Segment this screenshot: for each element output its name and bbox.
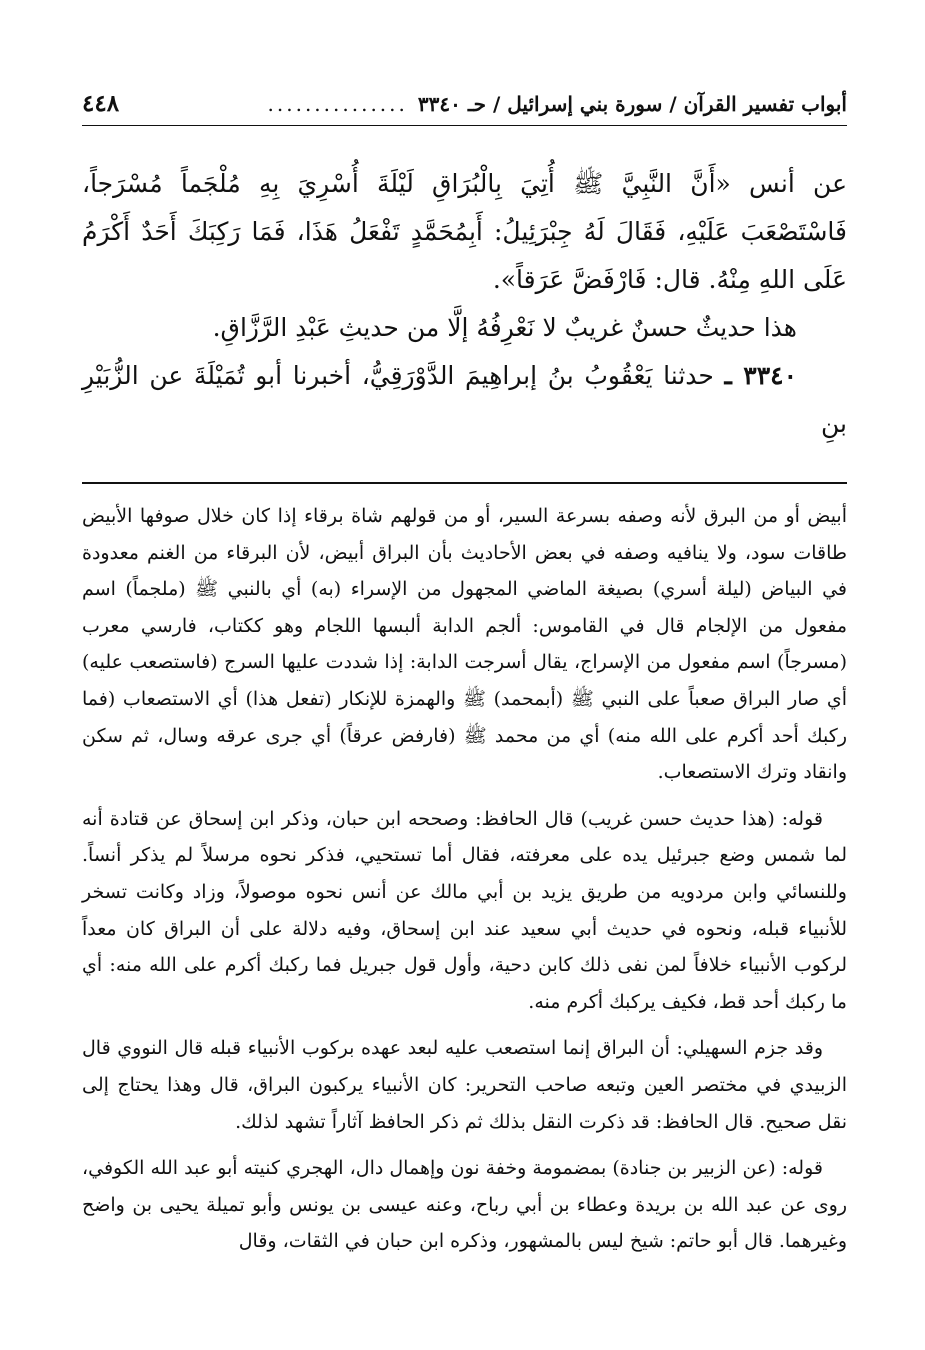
header-dots: ............... <box>267 92 408 116</box>
page-number: ٤٤٨ <box>82 90 120 117</box>
commentary-paragraph-3: وقد جزم السهيلي: أن البراق إنما استصعب عليه لبعد عهده بركوب الأنبياء قبله قال النووي قال الزبيدي في مختصر العين وتبعه صاحب التحرير: كان الأنبياء يركبون البراق، قال وهذا يحتاج إلى نقل صحيح. قال الحافظ: قد ذكرت النقل بذلك ثم ذكر الحافظ آثاراً تشهد لذلك. <box>82 1037 847 1133</box>
header-title-group <box>268 92 847 116</box>
hadith-text <box>82 160 847 448</box>
footnote-divider <box>82 482 847 484</box>
running-header <box>82 90 847 126</box>
commentary-paragraph-4: قوله: (عن الزبير بن جنادة) بمضمومة وخفة نون وإهمال دال، الهجري كنيته أبو عبد الله الكوفي، روى عن عبد الله بن بريدة وعطاء بن أبي رباح، وعنه عيسى بن يونس وأبو تميلة يحيى بن واضح وغيرهما. قال أبو حاتم: شيخ ليس بالمشهور، وذكره ابن حبان في الثقات، وقال <box>82 1157 847 1253</box>
next-hadith <box>82 352 847 448</box>
commentary-paragraph-1: أبيض أو من البرق لأنه وصفه بسرعة السير، أو من قولهم شاة برقاء إذا كان خلال صوفها الأبيض طاقات سود، ولا ينافيه وصفه في بعض الأحاديث بأن البراق أبيض، لأن البرقاء من الغنم معدودة في البياض (ليلة أسري) بصيغة الماضي المجهول من الإسراء (به) أي بالنبي ﷺ (ملجماً) اسم مفعول من الإلجام قال في القاموس: ألجم الدابة ألبسها اللجام وهو ككتاب، فارسي معرب (مسرجاً) اسم مفعول من الإسراج، يقال أسرجت الدابة: إذا شددت عليها السرج (فاستصعب عليه) أي صار البراق صعباً على النبي ﷺ (أبمحمد) ﷺ والهمزة للإنكار (تفعل هذا) أي الاستصعاب (فما ركبك أحد أكرم على الله منه) أي من محمد ﷺ (فارفض عرقاً) أي جرى عرقه وسال، ثم سكن وانقاد وترك الاستصعاب. <box>82 505 848 784</box>
commentary <box>82 498 847 1260</box>
commentary-paragraph-2: قوله: (هذا حديث حسن غريب) قال الحافظ: وصححه ابن حبان، وذكر ابن إسحاق عن قتادة أنه لما شمس وضع جبرئيل يده على معرفته، فقال أما تستحيي، فذكر نحوه مرسلاً لم يذكر أنساً. وللنسائي وابن مردويه من طريق يزيد بن أبي مالك عن أنس نحوه موصولاً، وزاد وكانت تسخر للأنبياء قبله، ونحوه في حديث أبي سعيد عند ابن إسحاق، وفيه دلالة على أن البراق كان معداً لركوب الأنبياء خلافاً لمن نفى ذلك كابن دحية، وأول قول جبريل فما ركبك أكرم على الله منه: أي ما ركبك أحد قط، فكيف يركبك أكرم منه. <box>82 807 847 1013</box>
hadith-matn: عن أنس «أَنَّ النَّبِيَّ ﷺ أُتِيَ بِالْبُرَاقِ لَيْلَةَ أُسْرِيَ بِهِ مُلْجَماً مُسْرَجاً، فَاسْتَصْعَبَ عَلَيْهِ، فَقَالَ لَهُ جِبْرَئِيلُ: أَبِمُحَمَّدٍ تَفْعَلُ هَذَا، فَمَا رَكِبَكَ أَحَدٌ أَكْرَمُ عَلَى اللهِ مِنْهُ. قال: فَارْفَضَّ عَرَقاً». <box>82 169 847 294</box>
header-title: أبواب تفسير القرآن / سورة بني إسرائيل / حـ ٣٣٤٠ <box>417 92 847 116</box>
hadith-number: ٣٣٤٠ ـ <box>724 361 797 390</box>
hadith-grading: هذا حديثٌ حسنٌ غريبٌ لا نَعْرِفُهُ إلَّا من حديثِ عَبْدِ الرَّزَّاقِ. <box>212 313 797 342</box>
hadith-isnad: حدثنا يَعْقُوبُ بنُ إبراهِيمَ الدَّوْرَقِيُّ، أخبرنا أبو تُمَيْلَةَ عن الزُّبَيْرِ بنِ <box>82 361 847 438</box>
